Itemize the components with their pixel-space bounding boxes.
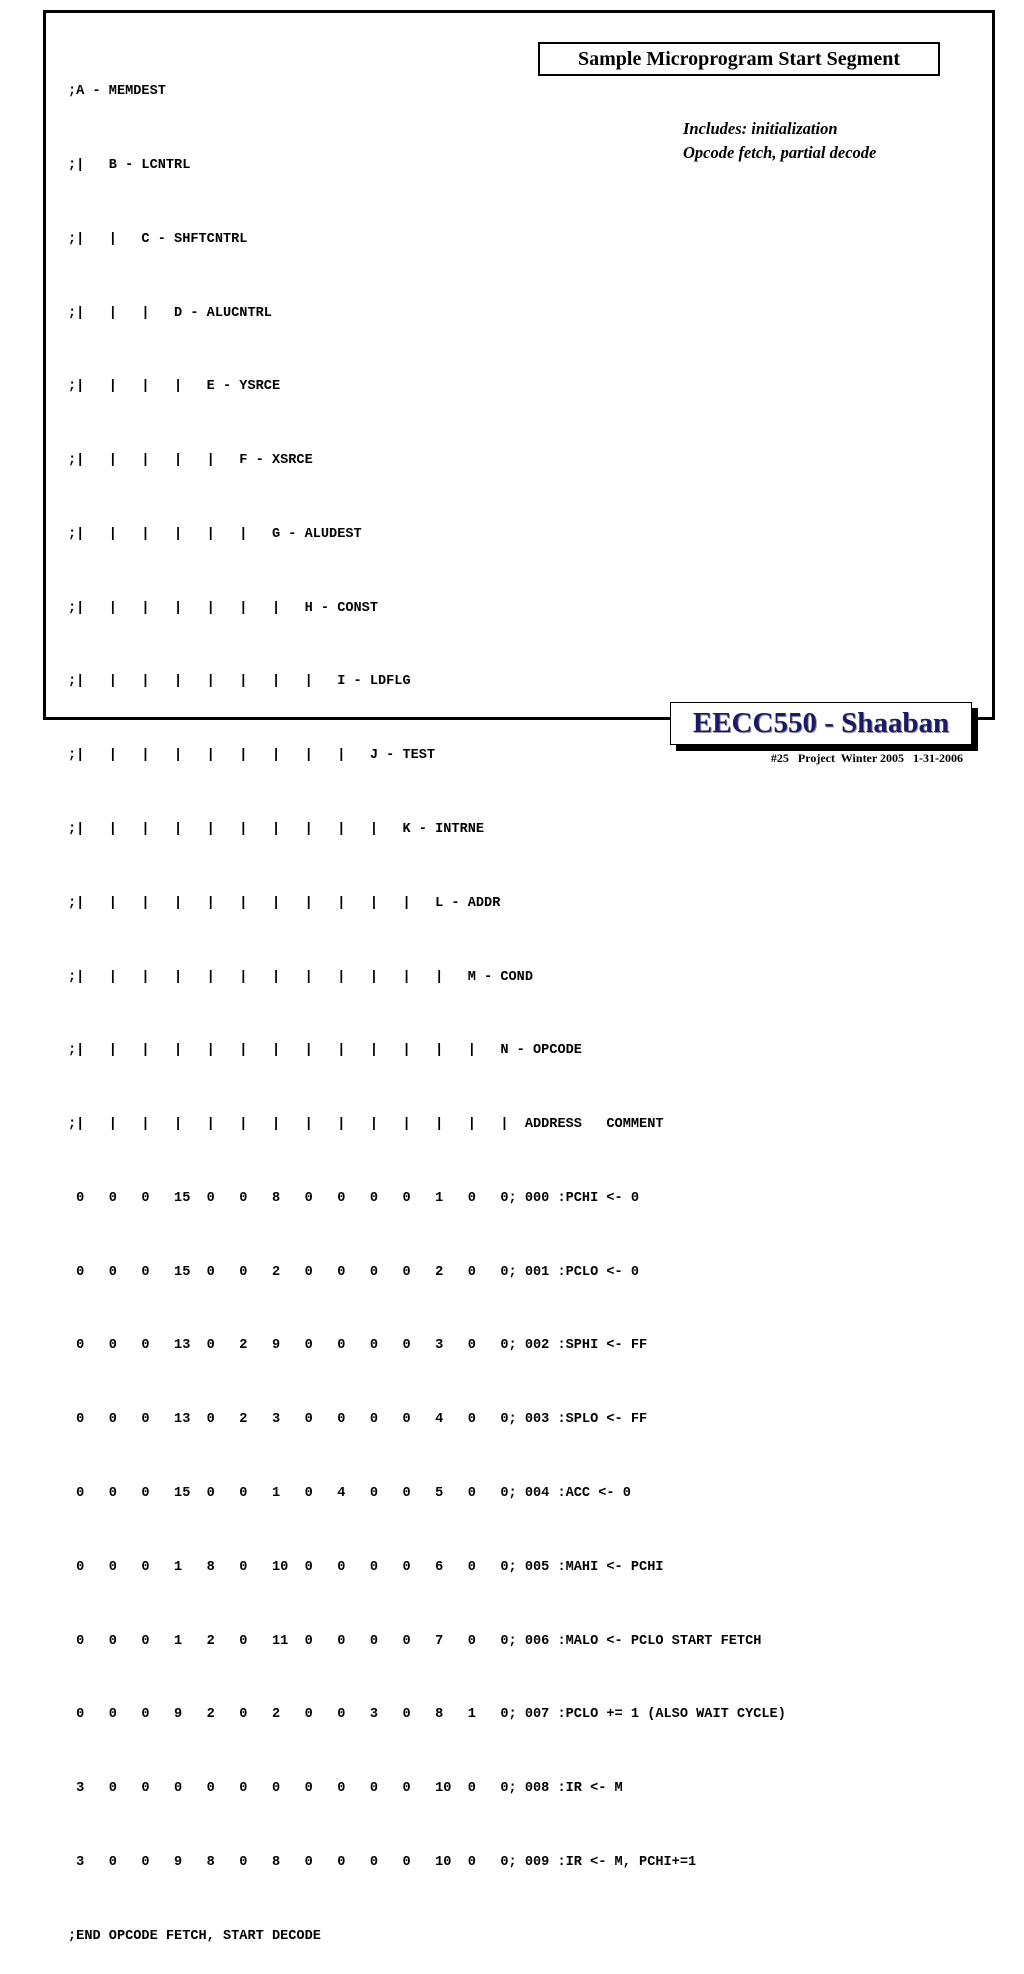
microinstruction-row: 3 0 0 9 8 0 8 0 0 0 0 10 0 0; 009 :IR <- M, PCHI+=1 [68, 1854, 697, 1870]
microinstruction-row: 0 0 0 9 2 0 2 0 0 3 0 8 1 0; 007 :PCLO += 1 (ALSO WAIT CYCLE) [68, 1707, 786, 1723]
code-line: ;| | | D - ALUCNTRL [68, 305, 272, 321]
course-label: EECC550 - Shaaban [670, 702, 972, 745]
microinstruction-row: 0 0 0 13 0 2 3 0 0 0 0 4 0 0; 003 :SPLO <- FF [68, 1412, 648, 1428]
code-line: ;A - MEMDEST [68, 84, 166, 100]
code-line: ;| | | | | | | | | | | | | N - OPCODE [68, 1043, 582, 1059]
note-line-1: Includes: initialization [683, 119, 838, 138]
code-line: ;| | C - SHFTCNTRL [68, 231, 248, 247]
microinstruction-row: 0 0 0 1 2 0 11 0 0 0 0 7 0 0; 006 :MALO <- PCLO START FETCH [68, 1633, 762, 1649]
microinstruction-row: 0 0 0 15 0 0 8 0 0 0 0 1 0 0; 000 :PCHI <- 0 [68, 1190, 640, 1206]
microinstruction-row: 0 0 0 15 0 0 2 0 0 0 0 2 0 0; 001 :PCLO <- 0 [68, 1264, 640, 1280]
slide-footer: #25 Project Winter 2005 1-31-2006 [770, 751, 963, 765]
code-line: ;| | | | E - YSRCE [68, 379, 281, 395]
microinstruction-row: 0 0 0 1 8 0 10 0 0 0 0 6 0 0; 005 :MAHI <- PCHI [68, 1559, 664, 1575]
header-line: ;| | | | | | | | | | | | | | ADDRESS COMMENT [68, 1117, 664, 1133]
end-comment-line: ;END OPCODE FETCH, START DECODE [68, 1928, 321, 1944]
microprogram-listing [68, 31, 786, 1974]
note-line-2: Opcode fetch, partial decode [683, 143, 877, 162]
code-line: ;| | | | | | | | | | | | M - COND [68, 969, 533, 985]
microinstruction-row: 0 0 0 13 0 2 9 0 0 0 0 3 0 0; 002 :SPHI <- FF [68, 1338, 648, 1354]
code-line: ;| | | | | | | | | J - TEST [68, 748, 436, 764]
code-line: ;| | | | | F - XSRCE [68, 453, 313, 469]
code-line: ;| | | | | | | | | | K - INTRNE [68, 822, 485, 837]
microinstruction-row: 0 0 0 15 0 0 1 0 4 0 0 5 0 0; 004 :ACC <- 0 [68, 1486, 631, 1502]
code-line: ;| B - LCNTRL [68, 157, 191, 173]
code-line: ;| | | | | | | H - CONST [68, 600, 378, 616]
note-text [683, 117, 876, 165]
code-line: ;| | | | | | G - ALUDEST [68, 526, 362, 542]
code-line: ;| | | | | | | | | | | L - ADDR [68, 895, 501, 911]
code-line: ;| | | | | | | | I - LDFLG [68, 674, 411, 690]
slide-title: Sample Microprogram Start Segment [538, 42, 940, 76]
microinstruction-row: 3 0 0 0 0 0 0 0 0 0 0 10 0 0; 008 :IR <- M [68, 1781, 623, 1797]
